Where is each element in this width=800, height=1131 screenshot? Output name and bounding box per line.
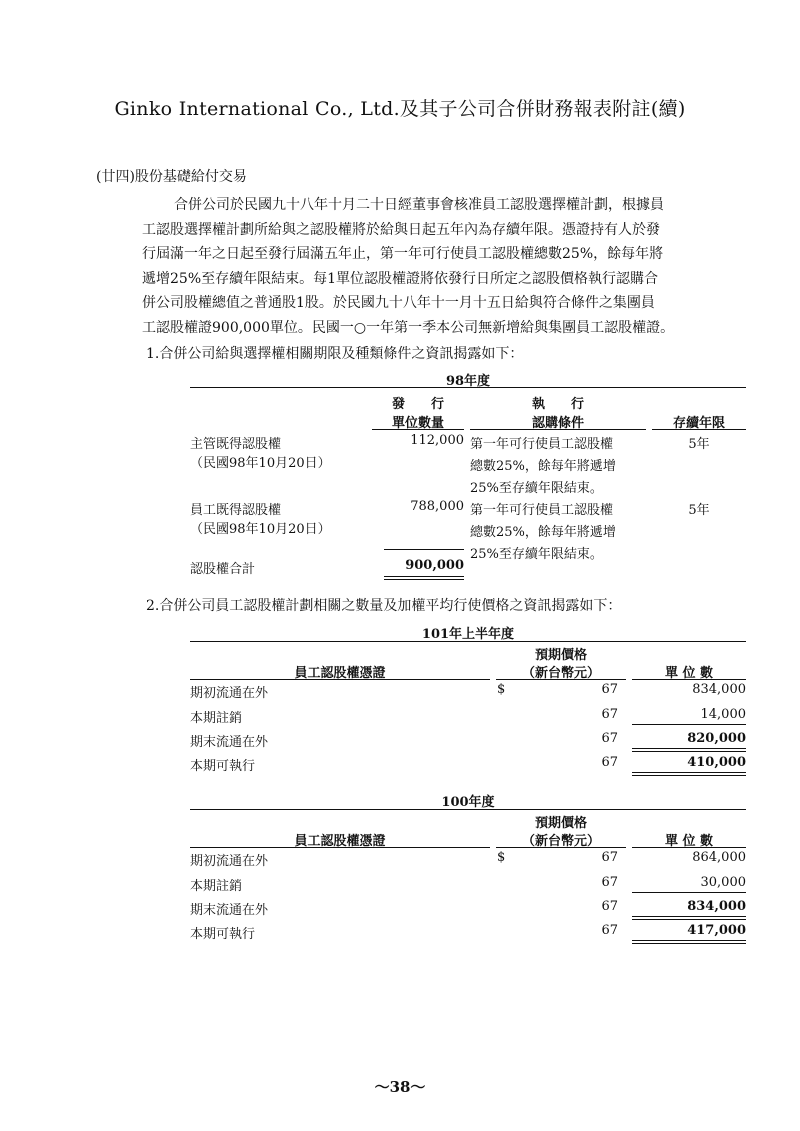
- table1-total-units: 900,000: [405, 558, 464, 573]
- table2-row-units: 417,000: [687, 923, 746, 938]
- table1-row-cond: 25%至存續年限結束。: [470, 547, 603, 562]
- table1-row-years: 5年: [688, 437, 710, 452]
- table1-col-exec-bottom: 認購條件: [531, 416, 584, 431]
- table2-row-units: 820,000: [687, 731, 746, 746]
- table1-row-date: （民國98年10月20日）: [190, 522, 331, 537]
- table1-heading: 1.合併公司給與選擇權相關期限及種類條件之資訊揭露如下：: [146, 346, 524, 362]
- table1-row-units: 112,000: [410, 433, 464, 448]
- table1-col-exec-top: 執 行: [531, 397, 584, 412]
- paragraph-line: 遞增25%至存續年限結束。每1單位認股權證將依發行日所定之認股價格執行認購合: [142, 270, 659, 287]
- table2-year: 101年上半年度: [421, 627, 515, 642]
- table2-row-units: 30,000: [700, 875, 746, 890]
- paragraph-line: 工認股選擇權計劃所給與之認股權將於給與日起五年內為存續年限。憑證持有人於發: [142, 221, 660, 238]
- table2-row-price: 67: [601, 682, 618, 697]
- section-heading: (廿四)股份基礎給付交易: [96, 169, 247, 185]
- table2-year: 100年度: [441, 795, 495, 810]
- page-number: ～38～: [374, 1078, 426, 1096]
- paragraph-line: 工認股權證900,000單位。民國一○一年第一季本公司無新增給與集團員工認股權證。: [142, 319, 675, 336]
- table2-row-price: 67: [601, 850, 618, 865]
- table1-row-cond: 總數25%，餘每年將遞增: [470, 525, 616, 540]
- table2-total-rule: [632, 919, 746, 920]
- table2-row-label: 本期註銷: [190, 879, 243, 894]
- table2-row-price: 67: [601, 899, 618, 914]
- table2-header-rule: [496, 679, 626, 680]
- table1-header-rule: [652, 429, 746, 430]
- table2-total-rule: [632, 916, 746, 917]
- table2-col-item: 員工認股權憑證: [294, 666, 386, 681]
- table2-header-rule: [632, 679, 746, 680]
- table1-total-rule: [384, 579, 464, 580]
- table2-row-price: 67: [601, 707, 618, 722]
- table1-total-label: 認股權合計: [190, 562, 256, 577]
- table2-header-rule: [496, 847, 626, 848]
- paragraph-line: 行屆滿一年之日起至發行屆滿五年止，第一年可行使員工認股權總數25%，餘每年將: [142, 246, 664, 262]
- table1-row-date: （民國98年10月20日）: [190, 456, 331, 471]
- table1-row-name: 員工既得認股權: [190, 503, 282, 518]
- table2-col-item: 員工認股權憑證: [294, 834, 386, 849]
- table2-row-price: 67: [601, 755, 618, 770]
- table2-row-label: 期末流通在外: [190, 735, 269, 750]
- table2-total-rule: [632, 943, 746, 944]
- table2-total-rule: [632, 751, 746, 752]
- table2-total-rule: [632, 772, 746, 773]
- table1-row-cond: 第一年可行使員工認股權: [470, 437, 614, 452]
- table2-row-units: 834,000: [692, 682, 746, 697]
- intro-paragraph: [142, 193, 754, 340]
- table2-row-units: 864,000: [692, 850, 746, 865]
- table1-subtotal-rule: [384, 549, 464, 550]
- paragraph-line: 併公司股權總值之普通股1股。於民國九十八年十一月十五日給與符合條件之集團員: [142, 295, 655, 311]
- table1-total-rule: [384, 576, 464, 577]
- table1-row-cond: 25%至存續年限結束。: [470, 481, 603, 496]
- table1-col-issue-bottom: 單位數量: [391, 416, 444, 431]
- table2-col-price-top: 預期價格: [534, 648, 587, 663]
- table2-col-units: 單 位 數: [664, 666, 714, 681]
- table2-row-units: 834,000: [687, 899, 746, 914]
- table1-row-years: 5年: [688, 503, 710, 518]
- table2-subtotal-rule: [632, 892, 746, 893]
- table2-top-rule: [190, 641, 746, 642]
- table2-row-label: 期末流通在外: [190, 903, 269, 918]
- table2-total-rule: [632, 775, 746, 776]
- table1-top-rule: [190, 387, 746, 388]
- table2-col-price-top: 預期價格: [534, 816, 587, 831]
- table2-row-label: 期初流通在外: [190, 686, 269, 701]
- table2-subtotal-rule: [632, 724, 746, 725]
- table2-heading: 2.合併公司員工認股權計劃相關之數量及加權平均行使價格之資訊揭露如下：: [146, 598, 622, 614]
- table1-col-issue-top: 發 行: [391, 397, 444, 412]
- table2-row-label: 本期註銷: [190, 711, 243, 726]
- table1-row-name: 主管既得認股權: [190, 437, 282, 452]
- table2-col-units: 單 位 數: [664, 834, 714, 849]
- table2-row-label: 本期可執行: [190, 927, 256, 942]
- page-title: Ginko International Co., Ltd.及其子公司合併財務報表附註(續): [114, 98, 686, 120]
- table2-row-label: 期初流通在外: [190, 854, 269, 869]
- table2-row-units: 14,000: [700, 707, 746, 722]
- table1-row-units: 788,000: [410, 499, 464, 514]
- table2-total-rule: [632, 940, 746, 941]
- table1-header-rule: [470, 429, 646, 430]
- table2-header-rule: [190, 847, 490, 848]
- table1-year: 98年度: [445, 374, 491, 389]
- table1-row-cond: 第一年可行使員工認股權: [470, 503, 614, 518]
- table2-header-rule: [632, 847, 746, 848]
- table2-currency: $: [497, 682, 506, 697]
- table2-row-price: 67: [601, 731, 618, 746]
- table2-row-label: 本期可執行: [190, 759, 256, 774]
- table2-col-price-bottom: （新台幣元）: [521, 666, 600, 681]
- table1-col-duration: 存續年限: [672, 416, 725, 431]
- table2-total-rule: [632, 748, 746, 749]
- table2-row-price: 67: [601, 875, 618, 890]
- table1-header-rule: [372, 429, 464, 430]
- table2-col-price-bottom: （新台幣元）: [521, 834, 600, 849]
- table2-currency: $: [497, 850, 506, 865]
- table2-row-price: 67: [601, 923, 618, 938]
- table2-header-rule: [190, 679, 490, 680]
- table1-row-cond: 總數25%，餘每年將遞增: [470, 459, 616, 474]
- paragraph-line: 合併公司於民國九十八年十月二十日經董事會核准員工認股選擇權計劃，根據員: [174, 197, 664, 213]
- table2-row-units: 410,000: [687, 755, 746, 770]
- table2-top-rule: [190, 809, 746, 810]
